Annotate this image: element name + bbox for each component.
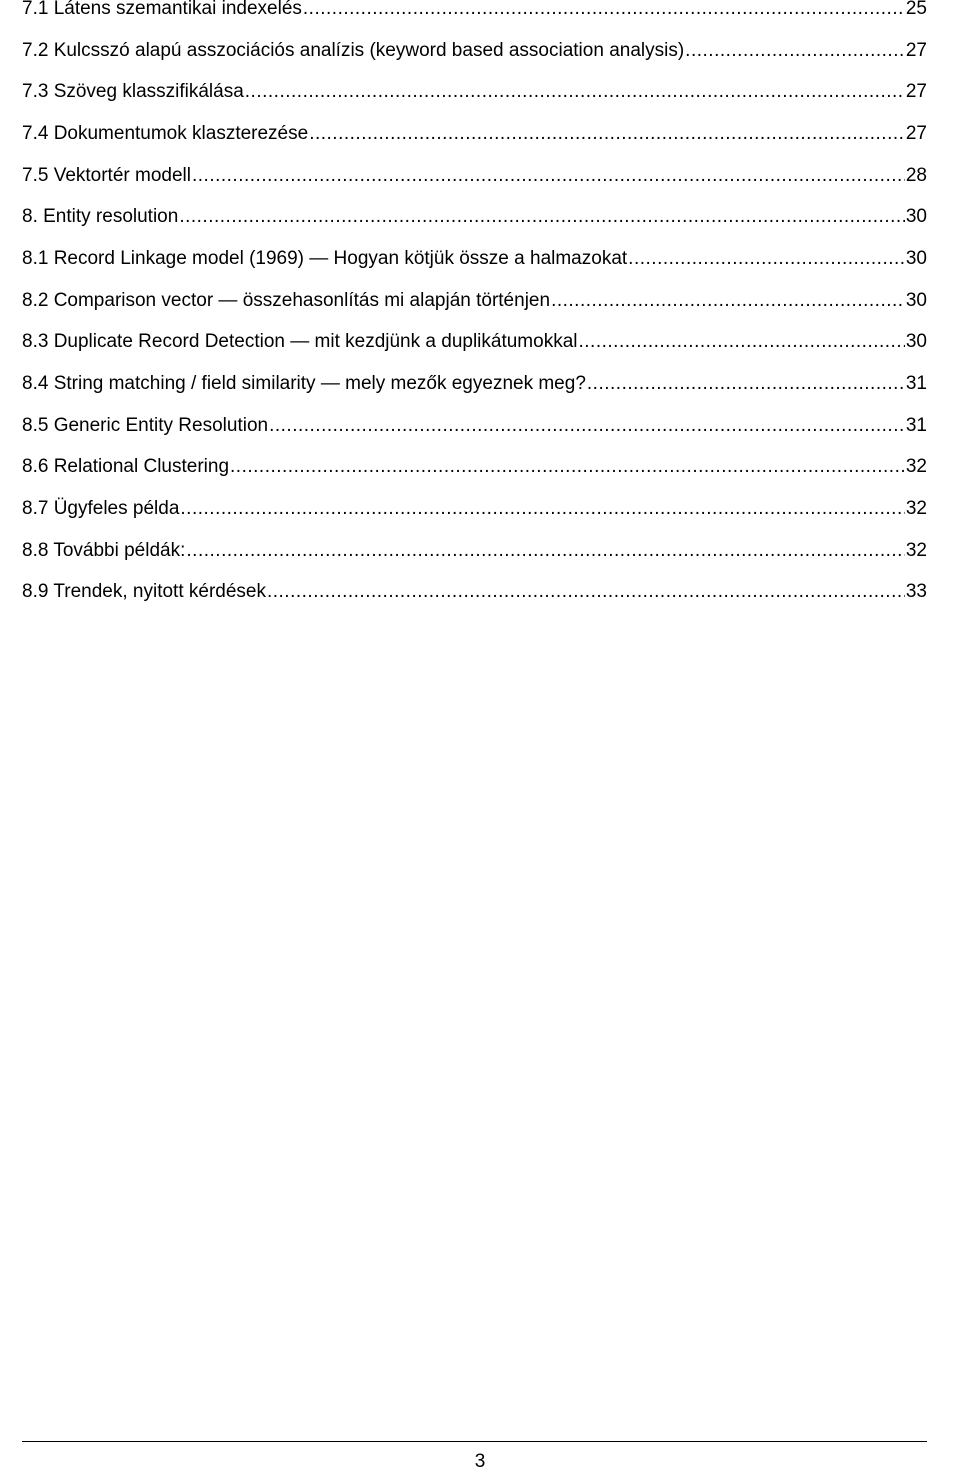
table-of-contents: [22, 0, 927, 613]
toc-entry-title: 8.6 Relational Clustering: [22, 456, 230, 478]
footer-divider: [22, 1441, 927, 1442]
toc-entry-title: 7.3 Szöveg klasszifikálása: [22, 81, 244, 103]
toc-entry-page: 27: [905, 122, 927, 144]
toc-entry-page: 27: [905, 39, 927, 61]
toc-entry[interactable]: [22, 280, 927, 322]
toc-entry[interactable]: [22, 113, 927, 155]
toc-dot-leader: [309, 123, 905, 145]
toc-entry[interactable]: [22, 238, 927, 280]
toc-entry-title: 7.1 Látens szemantikai indexelés: [22, 0, 302, 19]
toc-dot-leader: [245, 81, 905, 103]
toc-dot-leader: [179, 206, 905, 228]
toc-entry-title: 8.1 Record Linkage model (1969) — Hogyan kötjük össze a halmazokat: [22, 247, 628, 269]
toc-entry-page: 32: [905, 498, 927, 520]
toc-entry[interactable]: [22, 155, 927, 197]
toc-entry-page: 31: [905, 414, 927, 436]
toc-entry-page: 33: [905, 581, 927, 603]
toc-entry-title: 7.2 Kulcsszó alapú asszociációs analízis (keyword based association analysis): [22, 39, 685, 61]
toc-entry[interactable]: [22, 572, 927, 614]
toc-entry-title: 8.8 További példák:: [22, 539, 186, 561]
toc-entry[interactable]: [22, 0, 927, 30]
toc-entry[interactable]: [22, 196, 927, 238]
toc-entry[interactable]: [22, 488, 927, 530]
toc-entry-page: 32: [905, 539, 927, 561]
page-number: 3: [474, 1451, 486, 1472]
toc-entry[interactable]: [22, 405, 927, 447]
toc-entry-title: 8.7 Ügyfeles példa: [22, 498, 180, 520]
toc-entry-title: 8.9 Trendek, nyitott kérdések: [22, 581, 266, 603]
toc-entry-page: 31: [905, 373, 927, 395]
toc-entry[interactable]: [22, 447, 927, 489]
toc-dot-leader: [267, 581, 905, 603]
toc-entry[interactable]: [22, 363, 927, 405]
toc-entry-page: 30: [905, 289, 927, 311]
toc-entry[interactable]: [22, 322, 927, 364]
toc-entry[interactable]: [22, 71, 927, 113]
toc-entry[interactable]: [22, 530, 927, 572]
toc-dot-leader: [230, 456, 905, 478]
toc-entry-page: 30: [905, 247, 927, 269]
toc-dot-leader: [551, 290, 905, 312]
toc-entry-page: 27: [905, 81, 927, 103]
toc-dot-leader: [186, 540, 904, 562]
toc-dot-leader: [269, 415, 905, 437]
toc-entry-title: 7.5 Vektortér modell: [22, 164, 191, 186]
toc-entry-page: 28: [905, 164, 927, 186]
toc-entry-title: 7.4 Dokumentumok klaszterezése: [22, 122, 309, 144]
toc-dot-leader: [180, 498, 904, 520]
toc-entry-title: 8.4 String matching / field similarity — mely mezők egyeznek meg?: [22, 373, 586, 395]
toc-entry-page: 32: [905, 456, 927, 478]
toc-entry-title: 8.5 Generic Entity Resolution: [22, 414, 269, 436]
toc-dot-leader: [587, 373, 905, 395]
toc-entry-page: 30: [905, 331, 927, 353]
toc-dot-leader: [579, 331, 905, 353]
toc-entry-title: 8.3 Duplicate Record Detection — mit kezdjünk a duplikátumokkal: [22, 331, 578, 353]
toc-entry-title: 8.2 Comparison vector — összehasonlítás mi alapján történjen: [22, 289, 551, 311]
toc-entry-page: 25: [905, 0, 927, 19]
toc-dot-leader: [192, 165, 905, 187]
toc-entry-title: 8. Entity resolution: [22, 206, 179, 228]
toc-entry[interactable]: [22, 30, 927, 72]
toc-entry-page: 30: [905, 206, 927, 228]
toc-dot-leader: [628, 248, 905, 270]
toc-dot-leader: [303, 0, 905, 20]
toc-dot-leader: [685, 40, 905, 62]
